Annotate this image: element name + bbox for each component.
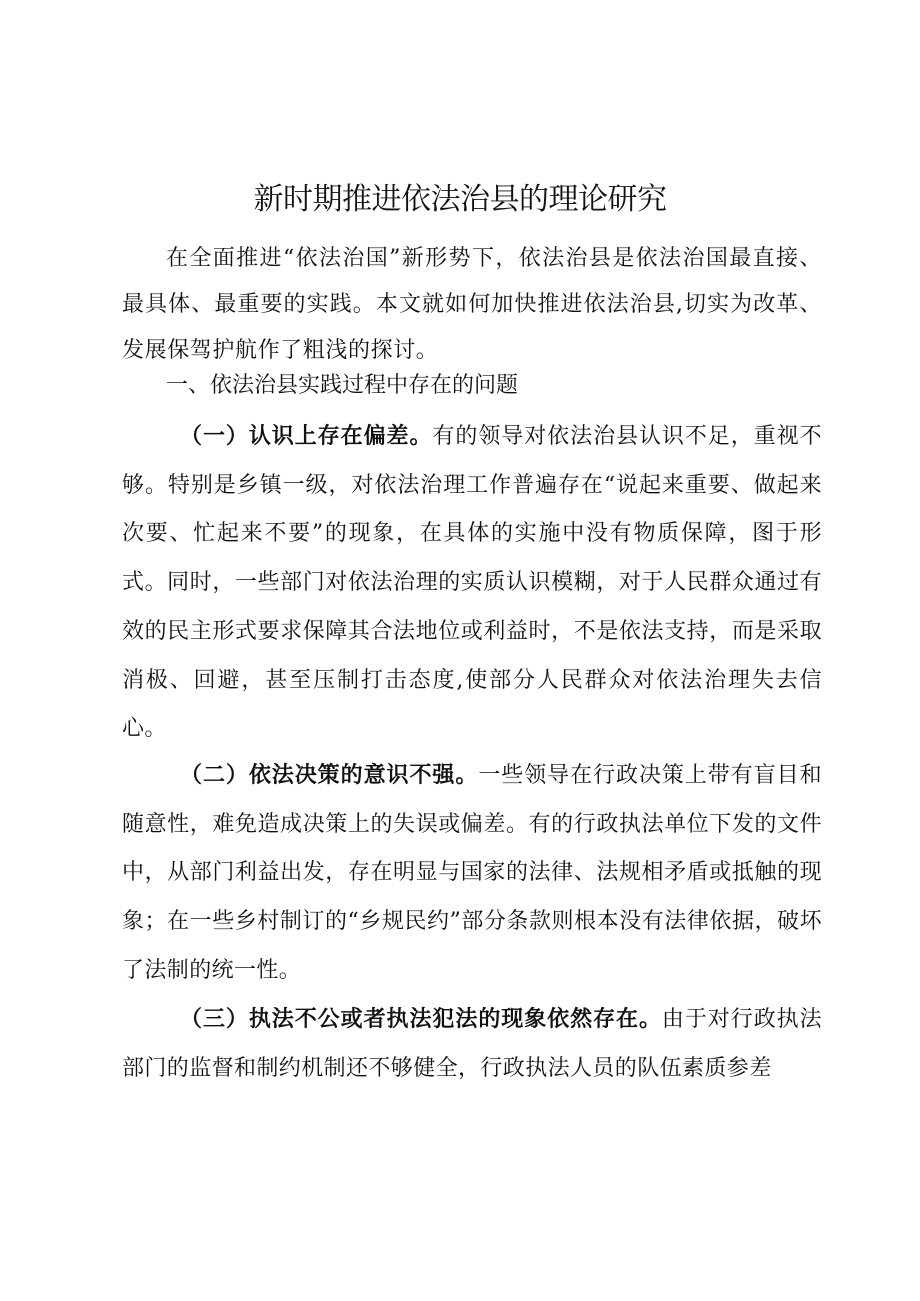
paragraph-body: 一些领导在行政决策上带有盲目和随意性，难免造成决策上的失误或偏差。有的行政执法单位下发的文件中，从部门利益出发，存在明显与国家的法律、法规相矛盾或抵触的现象；在一些乡村制订的“乡规民约”部分条款则根本没有法律依据，破坏了法制的统一性。 xyxy=(122,763,822,983)
paragraph-1 xyxy=(122,413,822,754)
paragraph-lead: （二）依法决策的意识不强。 xyxy=(180,763,479,788)
paragraph-lead: （一）认识上存在偏差。 xyxy=(180,424,433,449)
intro-paragraph: 在全面推进“依法治国”新形势下，依法治县是依法治国最直接、最具体、最重要的实践。本文就如何加快推进依法治县,切实为改革、发展保驾护航作了粗浅的探讨。 xyxy=(122,246,822,363)
page-title: 新时期推进依法治县的理论研究 xyxy=(253,182,667,217)
paragraph-2 xyxy=(122,752,822,996)
paragraph-3 xyxy=(122,996,822,1093)
paragraph-body: 由于对行政执法部门的监督和制约机制还不够健全，行政执法人员的队伍素质参差 xyxy=(122,1007,822,1081)
paragraph-body: 有的领导对依法治县认识不足，重视不够。特别是乡镇一级，对依法治理工作普遍存在“说起来重要、做起来次要、忙起来不要”的现象，在具体的实施中没有物质保障，图于形式。同时，一些部门对依法治理的实质认识模糊，对于人民群众通过有效的民主形式要求保障其合法地位或利益时，不是依法支持，而是采取消极、回避，甚至压制打击态度,使部分人民群众对依法治理失去信心。 xyxy=(122,424,822,742)
section-heading: 一、依法治县实践过程中存在的问题 xyxy=(166,373,519,398)
paragraph-lead: （三）执法不公或者执法犯法的现象依然存在。 xyxy=(180,1007,662,1032)
